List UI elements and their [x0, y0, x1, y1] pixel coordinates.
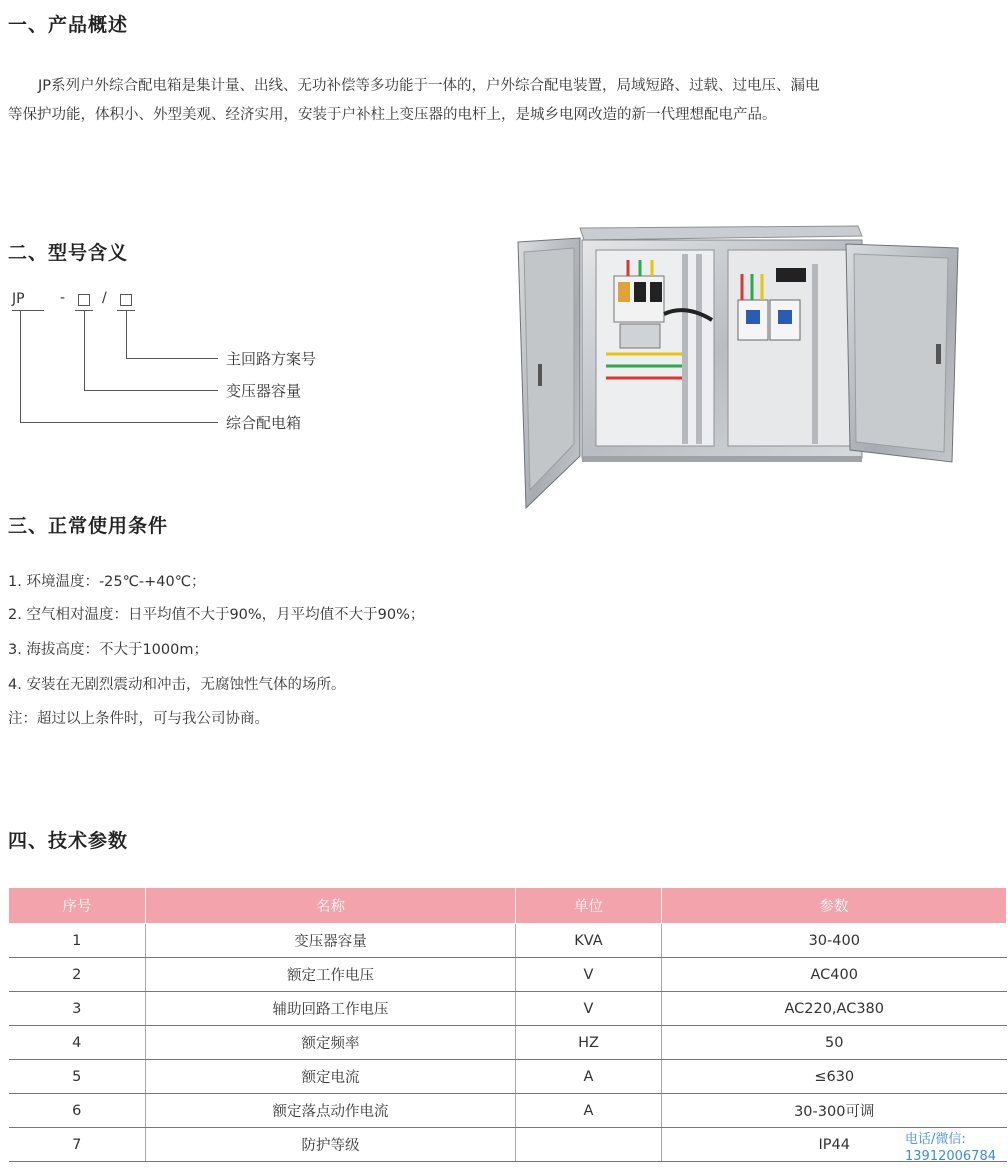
condition-installation: 4. 安装在无剧烈震动和冲击，无腐蚀性气体的场所。 [8, 677, 346, 693]
leader-capacity-vertical [84, 310, 85, 390]
table-row [9, 958, 1007, 992]
section-overview-heading: 一、产品概述 [8, 14, 129, 36]
cell-index: 5 [9, 1060, 146, 1094]
cell-name: 额定工作电压 [146, 958, 516, 992]
section-conditions-heading: 三、正常使用条件 [8, 515, 169, 537]
cell-unit: KVA [516, 924, 662, 958]
cell-unit: V [516, 958, 662, 992]
legend-distribution-box: 综合配电箱 [226, 414, 302, 432]
condition-note: 注：超过以上条件时，可与我公司协商。 [8, 711, 269, 727]
table-row [9, 924, 1007, 958]
legend-transformer-capacity: 变压器容量 [226, 382, 302, 400]
column-header-unit: 单位 [516, 888, 662, 924]
model-code-box-capacity [78, 294, 90, 306]
contact-watermark [905, 1131, 996, 1165]
leader-prefix-horizontal [20, 422, 218, 423]
table-row [9, 1026, 1007, 1060]
cell-value: AC220,AC380 [662, 992, 1007, 1026]
condition-humidity: 2. 空气相对温度：日平均值不大于90%，月平均值不大于90%； [8, 607, 425, 623]
model-code-dash: - [60, 290, 66, 306]
cell-index: 4 [9, 1026, 146, 1060]
table-row [9, 1060, 1007, 1094]
cell-name: 辅助回路工作电压 [146, 992, 516, 1026]
cell-name: 防护等级 [146, 1128, 516, 1162]
leader-scheme-horizontal [126, 358, 218, 359]
distribution-box-photo [516, 224, 962, 514]
overview-paragraph [8, 72, 1000, 130]
cell-name: 额定频率 [146, 1026, 516, 1060]
leader-prefix-vertical [20, 310, 21, 422]
cell-value: ≤630 [662, 1060, 1007, 1094]
cell-unit: V [516, 992, 662, 1026]
leader-capacity-horizontal [84, 390, 218, 391]
underline-prefix [12, 310, 44, 311]
condition-temperature: 1. 环境温度：-25℃-+40℃； [8, 574, 206, 590]
section-model-heading: 二、型号含义 [8, 242, 129, 264]
cell-name: 额定落点动作电流 [146, 1094, 516, 1128]
column-header-index: 序号 [9, 888, 146, 924]
cell-index: 3 [9, 992, 146, 1026]
cell-value: 30-300可调 [662, 1094, 1007, 1128]
contact-phone: 13912006784 [905, 1149, 996, 1164]
model-code-slash: / [102, 290, 107, 306]
cell-value: 30-400 [662, 924, 1007, 958]
table-row [9, 992, 1007, 1026]
cell-index: 7 [9, 1128, 146, 1162]
cell-unit: A [516, 1094, 662, 1128]
spec-table-header [9, 888, 1007, 924]
table-row [9, 1128, 1007, 1162]
legend-main-circuit-scheme: 主回路方案号 [226, 350, 317, 368]
model-code-prefix: JP [12, 291, 25, 307]
model-code-box-scheme [120, 294, 132, 306]
cell-value: 50 [662, 1026, 1007, 1060]
leader-scheme-vertical [126, 310, 127, 358]
overview-line-1: JP系列户外综合配电箱是集计量、出线、无功补偿等多功能于一体的，户外综合配电装置，局域短路、过载、过电压、漏电 [38, 78, 820, 94]
contact-label: 电话/微信: [905, 1132, 966, 1147]
condition-altitude: 3. 海拔高度：不大于1000m； [8, 642, 208, 658]
overview-line-2: 等保护功能，体积小、外型美观、经济实用，安装于户补柱上变压器的电杆上，是城乡电网改造的新一代理想配电产品。 [8, 107, 777, 123]
cell-unit [516, 1128, 662, 1162]
cell-name: 变压器容量 [146, 924, 516, 958]
section-specs-heading: 四、技术参数 [8, 830, 129, 852]
cell-unit: A [516, 1060, 662, 1094]
cell-unit: HZ [516, 1026, 662, 1060]
spec-table [8, 887, 1007, 1162]
column-header-name: 名称 [146, 888, 516, 924]
cell-name: 额定电流 [146, 1060, 516, 1094]
cell-value: IP44 [662, 1128, 1007, 1162]
table-row [9, 1094, 1007, 1128]
cell-index: 1 [9, 924, 146, 958]
cell-index: 2 [9, 958, 146, 992]
cell-index: 6 [9, 1094, 146, 1128]
cell-value: AC400 [662, 958, 1007, 992]
column-header-value: 参数 [662, 888, 1007, 924]
